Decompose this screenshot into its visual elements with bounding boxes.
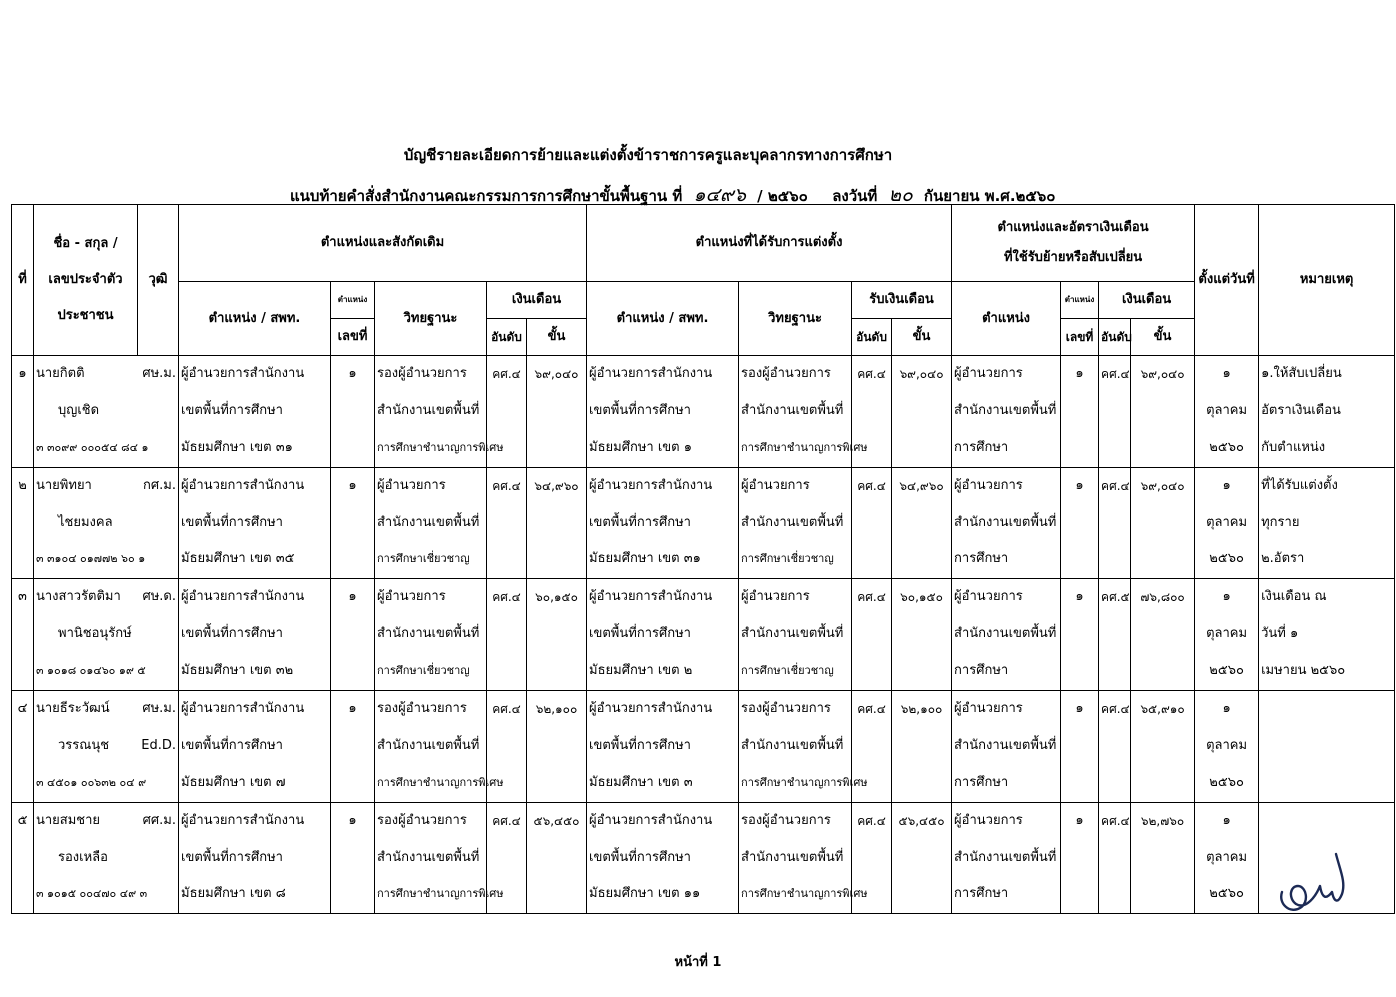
cell-new-step-line-1: ๖๔,๙๖๐ <box>899 478 944 493</box>
citizen-id: ๓ ๑๐๑๕ ๐๐๔๗๐ ๔๙ ๓ <box>36 887 148 901</box>
header-swap-salary: เงินเดือน <box>1099 282 1195 319</box>
cell-orig-academic-line-3: การศึกษาชำนาญการพิเศษ <box>377 887 504 901</box>
cell-orig-rank-line-1: คศ.๔ <box>492 478 521 493</box>
cell-no <box>12 691 34 803</box>
person-name: นายพิทยา <box>36 477 92 493</box>
cell-orig-position-line-1: ผู้อำนวยการสำนักงาน <box>181 701 305 717</box>
cell-remark-line-1 <box>1261 691 1392 728</box>
cell-remark <box>1259 691 1395 803</box>
cell-orig-academic-line-2: สำนักงานเขตพื้นที่ <box>377 514 480 530</box>
cell-orig-step-line-1: ๖๙,๐๔๐ <box>534 367 579 381</box>
cell-new-position-line-2: เขตพื้นที่การศึกษา <box>589 849 691 865</box>
degree: ศษ.ด. <box>142 589 176 605</box>
cell-new-position <box>587 356 739 468</box>
document-title: บัญชีรายละเอียดการย้ายและแต่งตั้งข้าราชการครูและบุคลากรทางการศึกษา <box>403 146 893 164</box>
cell-since-line-3: ๒๕๖๐ <box>1209 439 1244 455</box>
cell-orig-position-no-line-1: ๑ <box>348 366 357 381</box>
person-name: นางสาวรัตติมา <box>36 589 121 605</box>
cell-swap-position <box>952 691 1061 803</box>
cell-new-academic-line-3: การศึกษาเชี่ยวชาญ <box>741 552 834 566</box>
cell-new-academic-line-1: รองผู้อำนวยการ <box>741 366 831 381</box>
cell-swap-rank-line-1: คศ.๔ <box>1101 367 1130 381</box>
cell-since-line-2: ตุลาคม <box>1206 402 1248 418</box>
cell-since <box>1195 691 1259 803</box>
cell-new-academic <box>739 579 852 691</box>
person-surname: ไชยมงคล <box>58 514 113 530</box>
header-new-rank: อันดับ <box>852 319 892 356</box>
cell-orig-academic-line-1: ผู้อำนวยการ <box>377 589 446 605</box>
order-year: / ๒๕๖๐ <box>757 187 808 205</box>
cell-orig-rank-line-1: คศ.๔ <box>492 367 521 381</box>
date-day: ๒๐ <box>888 184 913 206</box>
date-label: ลงวันที่ <box>832 187 878 205</box>
header-no: ที่ <box>12 205 34 356</box>
cell-new-academic <box>739 467 852 579</box>
cell-new-position-line-2: เขตพื้นที่การศึกษา <box>589 737 691 753</box>
table-row <box>12 579 1395 691</box>
cell-swap-position-no-line-1: ๑ <box>1075 812 1084 828</box>
degree: ศษ.ม. <box>142 366 176 381</box>
cell-new-rank-line-1: คศ.๔ <box>857 813 886 828</box>
cell-orig-position-line-3: มัธยมศึกษา เขต ๗ <box>181 774 286 790</box>
cell-swap-position-line-1: ผู้อำนวยการ <box>954 366 1023 381</box>
cell-remark-line-1: ที่ได้รับแต่งตั้ง <box>1261 477 1338 493</box>
degree: ศษ.ม. <box>142 701 176 717</box>
cell-swap-position-line-2: สำนักงานเขตพื้นที่ <box>954 626 1057 642</box>
cell-new-step-line-1: ๕๖,๔๕๐ <box>898 813 945 828</box>
cell-new-step <box>892 691 952 803</box>
cell-swap-position-line-1: ผู้อำนวยการ <box>954 701 1023 717</box>
cell-orig-position-line-1: ผู้อำนวยการสำนักงาน <box>181 477 305 493</box>
cell-since-line-1: ๑ <box>1222 589 1231 605</box>
cell-orig-position-line-3: มัธยมศึกษา เขต ๓๒ <box>181 663 294 679</box>
cell-orig-step <box>527 691 587 803</box>
cell-swap-step <box>1131 467 1195 579</box>
cell-since-line-1: ๑ <box>1222 477 1231 493</box>
cell-orig-position-line-2: เขตพื้นที่การศึกษา <box>181 402 283 418</box>
cell-remark-line-3: กับตำแหน่ง <box>1261 439 1326 455</box>
cell-orig-position <box>179 467 331 579</box>
header-orig-academic: วิทยฐานะ <box>375 282 487 356</box>
cell-orig-academic-line-2: สำนักงานเขตพื้นที่ <box>377 737 480 753</box>
header-original-group: ตำแหน่งและสังกัดเดิม <box>179 205 587 282</box>
cell-orig-position-no-line-1: ๑ <box>348 812 357 828</box>
person-name: นายกิตติ <box>36 366 85 381</box>
cell-swap-position-no <box>1061 356 1099 468</box>
cell-no <box>12 467 34 579</box>
cell-orig-position-line-2: เขตพื้นที่การศึกษา <box>181 737 283 753</box>
cell-since-line-2: ตุลาคม <box>1206 849 1248 865</box>
cell-since-line-3: ๒๕๖๐ <box>1209 774 1244 790</box>
header-swap-line1: ตำแหน่งและอัตราเงินเดือน <box>997 220 1149 235</box>
cell-new-step <box>892 467 952 579</box>
degree-2: Ed.D. <box>141 737 176 753</box>
cell-swap-rank <box>1099 691 1131 803</box>
header-since: ตั้งแต่วันที่ <box>1195 205 1259 356</box>
cell-remark-line-2: ทุกราย <box>1261 514 1300 530</box>
cell-orig-step <box>527 356 587 468</box>
cell-new-position-line-2: เขตพื้นที่การศึกษา <box>589 626 691 642</box>
cell-swap-rank <box>1099 579 1131 691</box>
cell-new-position <box>587 802 739 914</box>
cell-swap-position-line-1: ผู้อำนวยการ <box>954 589 1023 605</box>
page-number: หน้าที่ 1 <box>674 955 722 970</box>
cell-orig-academic-line-3: การศึกษาเชี่ยวชาญ <box>377 552 470 566</box>
cell-orig-position-line-3: มัธยมศึกษา เขต ๓๕ <box>181 551 295 567</box>
cell-swap-position <box>952 467 1061 579</box>
header-orig-rank: อันดับ <box>487 319 527 356</box>
cell-orig-position-line-2: เขตพื้นที่การศึกษา <box>181 514 283 530</box>
cell-orig-position-no <box>331 691 375 803</box>
header-swap-step: ขั้น <box>1131 319 1195 356</box>
cell-no <box>12 802 34 914</box>
cell-orig-academic-line-1: รองผู้อำนวยการ <box>377 812 467 828</box>
cell-orig-step-line-1: ๖๐,๑๕๐ <box>535 590 578 605</box>
citizen-id: ๓ ๑๐๑๘ ๐๑๔๖๐ ๑๙ ๕ <box>36 664 146 678</box>
header-new-group: ตำแหน่งที่ได้รับการแต่งตั้ง <box>587 205 952 282</box>
cell-orig-position-no <box>331 467 375 579</box>
cell-since-line-1: ๑ <box>1222 366 1231 381</box>
cell-new-step-line-1: ๖๐,๑๕๐ <box>900 590 943 605</box>
cell-orig-position-no <box>331 579 375 691</box>
degree: ศศ.ม. <box>142 812 176 828</box>
cell-no-line-1: ๒ <box>18 477 27 493</box>
cell-swap-position-no-line-1: ๑ <box>1075 589 1084 605</box>
header-orig-position-no: เลขที่ <box>331 319 375 356</box>
citizen-id: ๓ ๔๕๐๑ ๐๐๖๓๒ ๐๔ ๙ <box>36 775 147 789</box>
cell-swap-position-no-line-1: ๑ <box>1075 366 1084 381</box>
cell-new-academic-line-3: การศึกษาชำนาญการพิเศษ <box>741 440 868 454</box>
cell-remark-line-3: เมษายน ๒๕๖๐ <box>1261 663 1346 679</box>
cell-orig-position-line-2: เขตพื้นที่การศึกษา <box>181 849 283 865</box>
cell-swap-position-no-line-1: ๑ <box>1075 701 1084 717</box>
order-number: ๑๔๙๖ <box>693 184 746 206</box>
cell-new-academic <box>739 802 868 914</box>
degree: กศ.ม. <box>143 477 176 493</box>
cell-orig-academic-line-3: การศึกษาชำนาญการพิเศษ <box>377 775 504 789</box>
cell-new-position-line-3: มัธยมศึกษา เขต ๒ <box>589 663 693 679</box>
cell-orig-position <box>179 691 331 803</box>
cell-remark <box>1259 356 1395 468</box>
person-surname: พานิชอนุรักษ์ <box>58 626 132 642</box>
cell-orig-position <box>179 356 331 468</box>
cell-orig-academic <box>375 467 487 579</box>
cell-swap-rank-line-1: คศ.๔ <box>1101 702 1130 717</box>
cell-orig-position-line-1: ผู้อำนวยการสำนักงาน <box>181 589 305 605</box>
cell-remark-line-1 <box>1261 803 1392 840</box>
table-body <box>12 356 1395 914</box>
cell-swap-position-line-3: การศึกษา <box>954 886 1009 902</box>
cell-swap-step <box>1131 356 1195 468</box>
cell-no-line-1: ๔ <box>17 701 28 717</box>
person-surname: บุญเชิด <box>58 402 100 418</box>
cell-swap-position-line-2: สำนักงานเขตพื้นที่ <box>954 402 1057 418</box>
cell-orig-academic <box>375 356 504 468</box>
cell-orig-academic-line-3: การศึกษาเชี่ยวชาญ <box>377 664 470 678</box>
cell-orig-rank <box>487 579 527 691</box>
person-surname: วรรณนุช <box>58 737 110 753</box>
cell-remark-line-2: วันที่ ๑ <box>1261 626 1299 642</box>
signature-mark <box>1276 848 1360 918</box>
cell-swap-step <box>1131 802 1195 914</box>
cell-new-academic-line-2: สำนักงานเขตพื้นที่ <box>741 849 844 865</box>
cell-orig-position-no-line-1: ๑ <box>348 589 357 605</box>
cell-new-step-line-1: ๖๒,๑๐๐ <box>900 702 943 717</box>
transfer-table <box>11 204 1395 914</box>
cell-since <box>1195 467 1259 579</box>
cell-name-degree <box>34 579 179 691</box>
header-new-salary: รับเงินเดือน <box>852 282 952 319</box>
cell-swap-step <box>1131 691 1195 803</box>
cell-swap-position-no <box>1061 802 1099 914</box>
cell-new-rank-line-1: คศ.๔ <box>857 590 886 605</box>
cell-new-position <box>587 691 739 803</box>
cell-new-step <box>892 356 952 468</box>
cell-swap-rank <box>1099 467 1131 579</box>
cell-swap-step-line-1: ๖๙,๐๔๐ <box>1140 478 1185 493</box>
table-row <box>12 356 1395 468</box>
header-swap-position: ตำแหน่ง <box>952 282 1061 356</box>
cell-remark-line-1: ๑.ให้สับเปลี่ยน <box>1261 366 1342 381</box>
cell-since <box>1195 356 1259 468</box>
cell-new-rank-line-1: คศ.๔ <box>857 478 886 493</box>
cell-swap-position-no <box>1061 467 1099 579</box>
cell-new-position-line-1: ผู้อำนวยการสำนักงาน <box>589 701 713 717</box>
header-name-line3: ประชาชน <box>57 308 114 323</box>
cell-remark-line-2: อัตราเงินเดือน <box>1261 402 1341 418</box>
cell-new-academic-line-3: การศึกษาชำนาญการพิเศษ <box>741 887 868 901</box>
cell-swap-position-line-3: การศึกษา <box>954 774 1009 790</box>
cell-name-degree <box>34 467 179 579</box>
cell-new-academic-line-1: ผู้อำนวยการ <box>741 477 810 493</box>
cell-swap-position-no <box>1061 579 1099 691</box>
cell-swap-rank-line-1: คศ.๔ <box>1101 478 1130 493</box>
header-orig-step: ขั้น <box>527 319 587 356</box>
cell-swap-position <box>952 802 1061 914</box>
cell-swap-rank-line-1: คศ.๕ <box>1101 590 1130 605</box>
cell-swap-step-line-1: ๖๙,๐๔๐ <box>1140 367 1185 381</box>
cell-new-position-line-2: เขตพื้นที่การศึกษา <box>589 402 691 418</box>
cell-orig-academic-line-1: รองผู้อำนวยการ <box>377 366 467 381</box>
header-name-line1: ชื่อ - สกุล / <box>53 236 118 251</box>
header-orig-position: ตำแหน่ง / สพท. <box>179 282 331 356</box>
cell-orig-rank <box>487 467 527 579</box>
cell-new-position <box>587 467 739 579</box>
cell-new-position-line-1: ผู้อำนวยการสำนักงาน <box>589 477 713 493</box>
cell-orig-step <box>527 579 587 691</box>
cell-swap-position <box>952 579 1061 691</box>
person-name: นายสมชาย <box>36 812 101 828</box>
cell-swap-position-line-2: สำนักงานเขตพื้นที่ <box>954 849 1057 865</box>
header-orig-position-no-top: ตำแหน่ง <box>331 282 375 319</box>
cell-new-rank-line-1: คศ.๔ <box>857 367 886 381</box>
cell-no-line-1: ๓ <box>18 589 27 605</box>
cell-new-rank-line-1: คศ.๔ <box>857 702 886 717</box>
cell-orig-academic-line-1: ผู้อำนวยการ <box>377 477 446 493</box>
header-name-line2: เลขประจำตัว <box>48 272 123 287</box>
cell-orig-rank-line-1: คศ.๔ <box>492 702 521 717</box>
header-swap-line2: ที่ใช้รับย้ายหรือสับเปลี่ยน <box>1003 250 1143 265</box>
cell-orig-step <box>527 467 587 579</box>
cell-swap-rank-line-1: คศ.๔ <box>1101 813 1130 828</box>
cell-orig-position-line-3: มัธยมศึกษา เขต ๓๑ <box>181 439 293 455</box>
cell-remark <box>1259 467 1395 579</box>
cell-new-position-line-2: เขตพื้นที่การศึกษา <box>589 514 691 530</box>
cell-no-line-1: ๕ <box>17 812 28 828</box>
cell-since-line-1: ๑ <box>1222 812 1231 828</box>
citizen-id: ๓ ๓๑๐๔ ๐๑๗๗๒ ๖๐ ๑ <box>36 552 146 566</box>
cell-orig-academic <box>375 691 504 803</box>
cell-new-academic <box>739 356 868 468</box>
cell-orig-position-no-line-1: ๑ <box>348 477 357 493</box>
cell-since-line-2: ตุลาคม <box>1206 514 1248 530</box>
cell-since-line-2: ตุลาคม <box>1206 737 1248 753</box>
cell-orig-academic-line-3: การศึกษาชำนาญการพิเศษ <box>377 440 504 454</box>
cell-no-line-1: ๑ <box>18 366 27 381</box>
header-new-step: ขั้น <box>892 319 952 356</box>
header-new-academic: วิทยฐานะ <box>739 282 852 356</box>
cell-orig-position-no <box>331 356 375 468</box>
cell-swap-position-line-1: ผู้อำนวยการ <box>954 477 1023 493</box>
cell-remark-line-2 <box>1261 728 1392 765</box>
cell-new-academic-line-1: รองผู้อำนวยการ <box>741 701 831 717</box>
cell-remark <box>1259 579 1395 691</box>
header-orig-salary: เงินเดือน <box>487 282 587 319</box>
cell-orig-academic <box>375 579 487 691</box>
cell-new-position <box>587 579 739 691</box>
table-row <box>12 691 1395 803</box>
table-row <box>12 467 1395 579</box>
cell-orig-step <box>527 802 587 914</box>
cell-orig-academic-line-2: สำนักงานเขตพื้นที่ <box>377 402 480 418</box>
cell-new-position-line-3: มัธยมศึกษา เขต ๓ <box>589 774 693 790</box>
cell-new-position-line-1: ผู้อำนวยการสำนักงาน <box>589 812 713 828</box>
cell-since-line-1: ๑ <box>1222 701 1231 717</box>
cell-orig-position-line-1: ผู้อำนวยการสำนักงาน <box>181 366 305 381</box>
cell-new-position-line-3: มัธยมศึกษา เขต ๓๑ <box>589 551 701 567</box>
cell-new-academic-line-3: การศึกษาชำนาญการพิเศษ <box>741 775 868 789</box>
cell-since-line-3: ๒๕๖๐ <box>1209 663 1244 679</box>
cell-swap-position-line-1: ผู้อำนวยการ <box>954 812 1023 828</box>
cell-swap-rank <box>1099 356 1131 468</box>
cell-orig-step-line-1: ๖๒,๑๐๐ <box>535 702 578 717</box>
header-swap-position-no-top: ตำแหน่ง <box>1061 282 1099 319</box>
cell-orig-academic-line-2: สำนักงานเขตพื้นที่ <box>377 626 480 642</box>
cell-new-academic-line-1: ผู้อำนวยการ <box>741 589 810 605</box>
cell-new-step <box>892 579 952 691</box>
cell-swap-step-line-1: ๗๖,๘๐๐ <box>1140 590 1185 605</box>
cell-orig-academic-line-2: สำนักงานเขตพื้นที่ <box>377 849 480 865</box>
person-surname: รองเหลือ <box>58 849 108 865</box>
cell-since-line-3: ๒๕๖๐ <box>1209 551 1244 567</box>
header-swap-rank: อันดับ <box>1099 319 1131 356</box>
cell-name-degree <box>34 691 179 803</box>
cell-new-rank <box>852 467 892 579</box>
cell-name-degree <box>34 356 179 468</box>
cell-name-degree <box>34 802 179 914</box>
cell-new-academic-line-2: สำนักงานเขตพื้นที่ <box>741 402 844 418</box>
cell-new-position-line-3: มัธยมศึกษา เขต ๑ <box>589 439 693 455</box>
cell-swap-position-line-3: การศึกษา <box>954 551 1009 567</box>
cell-new-step-line-1: ๖๙,๐๔๐ <box>899 367 944 381</box>
cell-swap-step-line-1: ๖๕,๙๑๐ <box>1140 702 1185 717</box>
person-name: นายธีระวัฒน์ <box>36 701 110 717</box>
header-name <box>34 205 138 356</box>
cell-swap-rank <box>1099 802 1131 914</box>
cell-orig-position-line-2: เขตพื้นที่การศึกษา <box>181 626 283 642</box>
cell-orig-rank-line-1: คศ.๔ <box>492 590 521 605</box>
header-new-position: ตำแหน่ง / สพท. <box>587 282 739 356</box>
citizen-id: ๓ ๓๐๙๙ ๐๐๐๕๔ ๘๔ ๑ <box>36 440 149 454</box>
cell-no <box>12 356 34 468</box>
cell-orig-position-no-line-1: ๑ <box>348 701 357 717</box>
header-swap-position-no: เลขที่ <box>1061 319 1099 356</box>
cell-since <box>1195 579 1259 691</box>
cell-swap-position-no <box>1061 691 1099 803</box>
cell-new-academic-line-3: การศึกษาเชี่ยวชาญ <box>741 664 834 678</box>
cell-no <box>12 579 34 691</box>
header-degree: วุฒิ <box>138 205 179 356</box>
cell-new-position-line-1: ผู้อำนวยการสำนักงาน <box>589 589 713 605</box>
cell-remark-line-1: เงินเดือน ณ <box>1261 589 1327 605</box>
cell-new-academic-line-2: สำนักงานเขตพื้นที่ <box>741 626 844 642</box>
cell-since-line-3: ๒๕๖๐ <box>1209 886 1244 902</box>
cell-orig-position-line-3: มัธยมศึกษา เขต ๘ <box>181 886 286 902</box>
cell-orig-position <box>179 579 331 691</box>
cell-orig-position-no <box>331 802 375 914</box>
cell-orig-position-line-1: ผู้อำนวยการสำนักงาน <box>181 812 305 828</box>
cell-orig-rank-line-1: คศ.๔ <box>492 813 521 828</box>
cell-orig-position <box>179 802 331 914</box>
table-row <box>12 802 1395 914</box>
cell-swap-position-line-2: สำนักงานเขตพื้นที่ <box>954 514 1057 530</box>
cell-new-academic-line-2: สำนักงานเขตพื้นที่ <box>741 737 844 753</box>
cell-since <box>1195 802 1259 914</box>
cell-new-position-line-1: ผู้อำนวยการสำนักงาน <box>589 366 713 381</box>
cell-orig-step-line-1: ๕๖,๔๕๐ <box>533 813 580 828</box>
date-month-year: กันยายน พ.ศ.๒๕๖๐ <box>923 187 1056 205</box>
cell-orig-academic <box>375 802 504 914</box>
cell-swap-position <box>952 356 1061 468</box>
cell-swap-position-no-line-1: ๑ <box>1075 477 1084 493</box>
cell-new-academic-line-1: รองผู้อำนวยการ <box>741 812 831 828</box>
cell-remark-line-3: ๒.อัตรา <box>1261 551 1305 567</box>
header-swap-group <box>952 205 1195 282</box>
cell-swap-step-line-1: ๖๒,๗๖๐ <box>1140 813 1185 828</box>
cell-new-position-line-3: มัธยมศึกษา เขต ๑๑ <box>589 886 701 902</box>
cell-new-academic <box>739 691 868 803</box>
cell-swap-position-line-3: การศึกษา <box>954 663 1009 679</box>
cell-new-rank <box>852 579 892 691</box>
cell-new-step <box>892 802 952 914</box>
cell-orig-academic-line-1: รองผู้อำนวยการ <box>377 701 467 717</box>
cell-new-academic-line-2: สำนักงานเขตพื้นที่ <box>741 514 844 530</box>
header-remark: หมายเหตุ <box>1259 205 1395 356</box>
cell-orig-step-line-1: ๖๔,๙๖๐ <box>534 478 579 493</box>
order-prefix: แนบท้ายคำสั่งสำนักงานคณะกรรมการการศึกษาขั้นพื้นฐาน ที่ <box>290 187 683 205</box>
cell-swap-step <box>1131 579 1195 691</box>
cell-swap-position-line-3: การศึกษา <box>954 439 1009 455</box>
cell-since-line-2: ตุลาคม <box>1206 626 1248 642</box>
cell-remark-line-3 <box>1261 765 1392 802</box>
cell-swap-position-line-2: สำนักงานเขตพื้นที่ <box>954 737 1057 753</box>
